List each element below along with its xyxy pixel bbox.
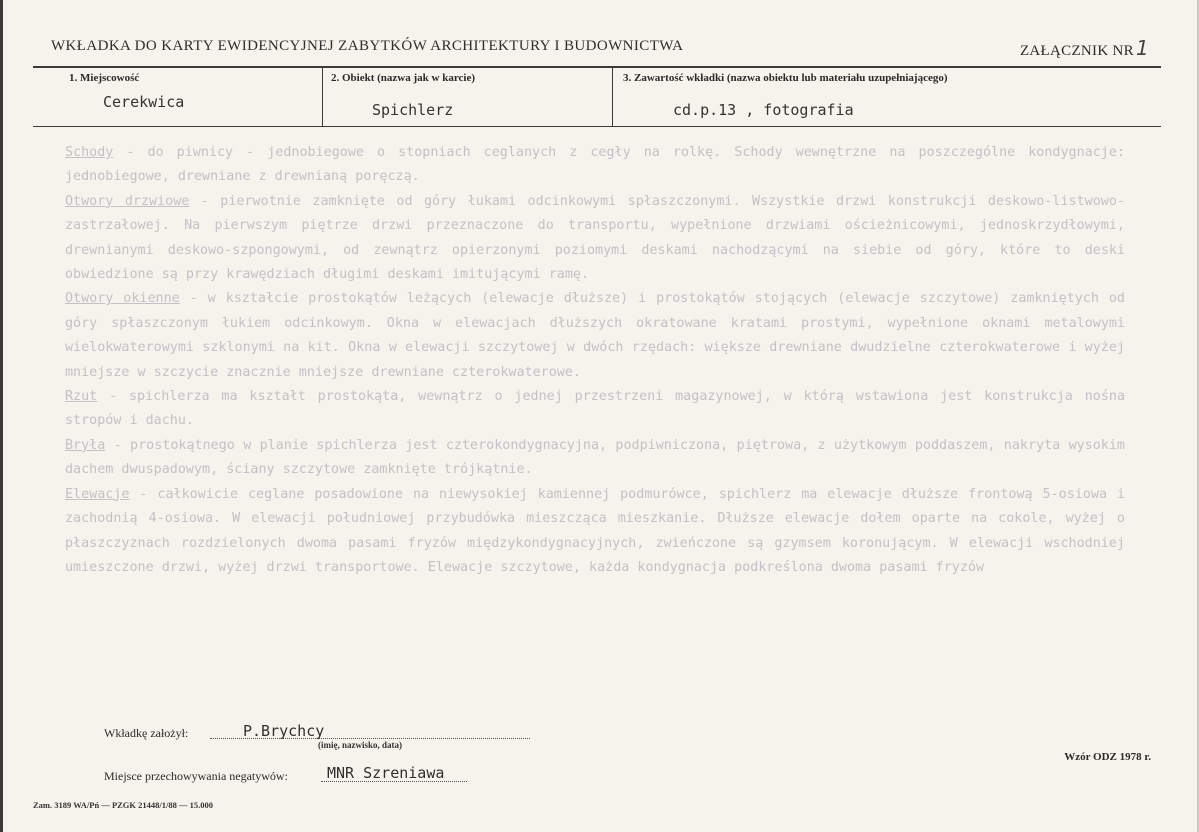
author-sublabel: (imię, nazwisko, data) — [318, 740, 402, 750]
paragraph-doors — [65, 190, 1125, 288]
location-value: Cerekwica — [103, 93, 185, 111]
paragraph-stairs — [65, 141, 1125, 190]
author-label: Wkładkę założył: — [104, 726, 189, 740]
appendix-number-field — [1020, 36, 1149, 60]
text-mass: - prostokątnego w planie spichlerza jest czterokondygnacyjna, podpiwniczona, piętrowa, z użytkowym poddaszem, nakryta wysokim dachem dwuspadowym, ściany szczytowe zamknięte trójkątnie. — [65, 437, 1125, 478]
object-label: 2. Obiekt (nazwa jak w karcie) — [331, 72, 476, 84]
term-windows: Otwory okienne — [65, 291, 180, 307]
text-stairs: - do piwnicy - jednobiegowe o stopniach ceglanych z cegły na rolkę. Schody wewnętrzne na poszczególne kondygnacje: jednobiegowe, drewniane z drewnianą poręczą. — [65, 145, 1125, 185]
form-model: Wzór ODZ 1978 r. — [1064, 751, 1151, 763]
paragraph-windows — [65, 287, 1125, 385]
column-divider-1 — [322, 67, 323, 126]
description-body — [65, 141, 1125, 580]
author-value: P.Brychcy — [243, 722, 325, 740]
text-elevations: - całkowicie ceglane posadowione na niewysokiej kamiennej podmurówce, spichlerz ma elewacje dłuższe frontową 5-osiowa i zachodnią 4-osiowa. W elewacji południowej przybudówka mieszcząca mieszkanie. Dłuższe elewacje dołem oparte na cokole, wyżej o płaszczyznach rozdzielonych dwoma pasami fryzów międzykondygnacyjnych, zwieńczone są gzymsem koronującym. W elewacji wschodniej umieszczone drzwi, wyżej drzwi transportowe. Elewacje szczytowe, każda kondygnacja podkreślona dwoma pasami fryzów — [65, 486, 1125, 575]
term-mass: Bryła — [65, 437, 106, 453]
paragraph-plan — [65, 385, 1125, 434]
text-plan: - spichlerza ma kształt prostokąta, wewnątrz o jednej przestrzeni magazynowej, w którą wstawiona jest konstrukcja nośna stropów i dachu. — [65, 389, 1125, 429]
form-title: WKŁADKA DO KARTY EWIDENCYJNEJ ZABYTKÓW ARCHITEKTURY I BUDOWNICTWA — [51, 38, 684, 54]
object-value: Spichlerz — [372, 101, 454, 119]
location-label: 1. Miejscowość — [69, 72, 140, 84]
text-doors: - pierwotnie zamknięte od góry łukami odcinkowymi spłaszczonymi. Wszystkie drzwi konstrukcji deskowo-listwowo-zastrzałowej. Na pierwszym piętrze drzwi przeznaczone do transportu, wypełnione drzwiami ościeżnicowymi, jednoskrzydłowymi, drewnianymi deskowo-szpongowymi, od zewnątrz opierzonymi poziomymi deskami nachodzącymi na siebie od góry, które to deski obwiedzione są przy krawędziach długimi deskami imitującymi ramę. — [65, 193, 1125, 283]
paragraph-mass — [65, 434, 1125, 483]
text-windows: - w kształcie prostokątów leżących (elewacje dłuższe) i prostokątów stojących (elewacje szczytowe) zamkniętych od góry spłaszczonym łukiem odcinkowym. Okna w elewacjach dłuższych okratowane kratami prostymi, wypełnione oknami metalowymi wielokwaterowymi szklonymi na kit. Okna w elewacji szczytowej w dwóch rzędach: większe drewniane dwudzielne czterokwaterowe i wyżej mniejsze w szczycie znacznie mniejsze drewniane czterokwaterowe. — [65, 291, 1125, 380]
appendix-label: ZAŁĄCZNIK NR — [1019, 43, 1134, 59]
negatives-label: Miejsce przechowywania negatywów: — [104, 769, 288, 783]
term-stairs: Schody — [65, 145, 114, 160]
content-value: cd.p.13 , fotografia — [673, 101, 854, 119]
paragraph-elevations — [65, 483, 1125, 581]
negatives-value: MNR Szreniawa — [327, 764, 445, 782]
term-doors: Otwory drzwiowe — [65, 193, 190, 209]
table-bottom-rule — [33, 126, 1161, 127]
appendix-number: 1 — [1135, 36, 1149, 60]
print-info: Zam. 3189 WA/Pń — PZGK 21448/1/88 — 15.000 — [33, 800, 214, 810]
column-divider-2 — [612, 67, 613, 126]
term-plan: Rzut — [65, 389, 98, 405]
term-elevations: Elewacje — [65, 486, 130, 502]
table-top-rule — [33, 66, 1161, 68]
content-label: 3. Zawartość wkładki (nazwa obiektu lub materiału uzupełniającego) — [623, 72, 948, 84]
